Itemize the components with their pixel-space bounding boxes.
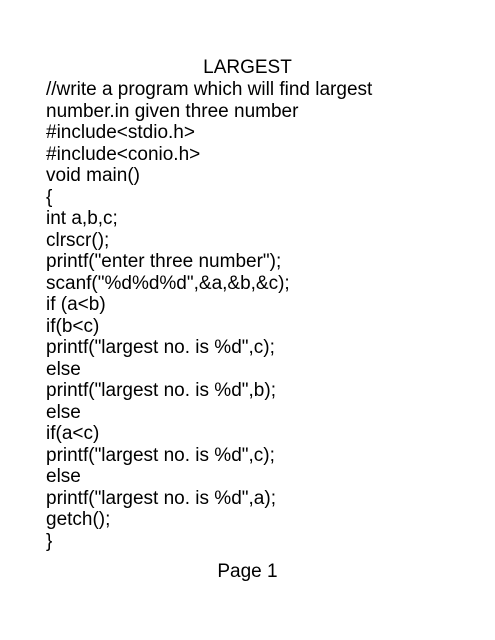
code-line: if(b<c) <box>46 315 100 337</box>
code-line: #include<stdio.h> <box>46 122 195 143</box>
code-line: else <box>46 466 81 487</box>
page-title: LARGEST <box>203 57 292 78</box>
code-line: //write a program which will find largest <box>46 79 373 100</box>
code-line: printf("largest no. is %d",c); <box>46 444 275 466</box>
code-line: printf("largest no. is %d",a); <box>46 487 276 509</box>
code-line: #include<conio.h> <box>46 143 201 165</box>
code-line: getch(); <box>46 509 111 530</box>
code-line: else <box>46 401 81 423</box>
code-line: scanf("%d%d%d",&a,&b,&c); <box>46 272 290 294</box>
code-line: printf("largest no. is %d",b); <box>46 380 276 401</box>
code-line: if (a<b) <box>46 294 106 315</box>
code-line: if(a<c) <box>46 423 100 444</box>
code-line: else <box>46 358 81 380</box>
code-line: number.in given three number <box>46 100 299 122</box>
code-line: printf("enter three number"); <box>46 251 282 272</box>
page-number: Page 1 <box>217 561 278 582</box>
code-line: clrscr(); <box>46 229 110 251</box>
code-line: int a,b,c; <box>46 208 118 229</box>
code-block <box>46 79 466 552</box>
code-line: printf("largest no. is %d",c); <box>46 337 275 358</box>
code-line: { <box>46 186 53 208</box>
code-line: } <box>46 530 53 552</box>
code-line: void main() <box>46 165 140 186</box>
